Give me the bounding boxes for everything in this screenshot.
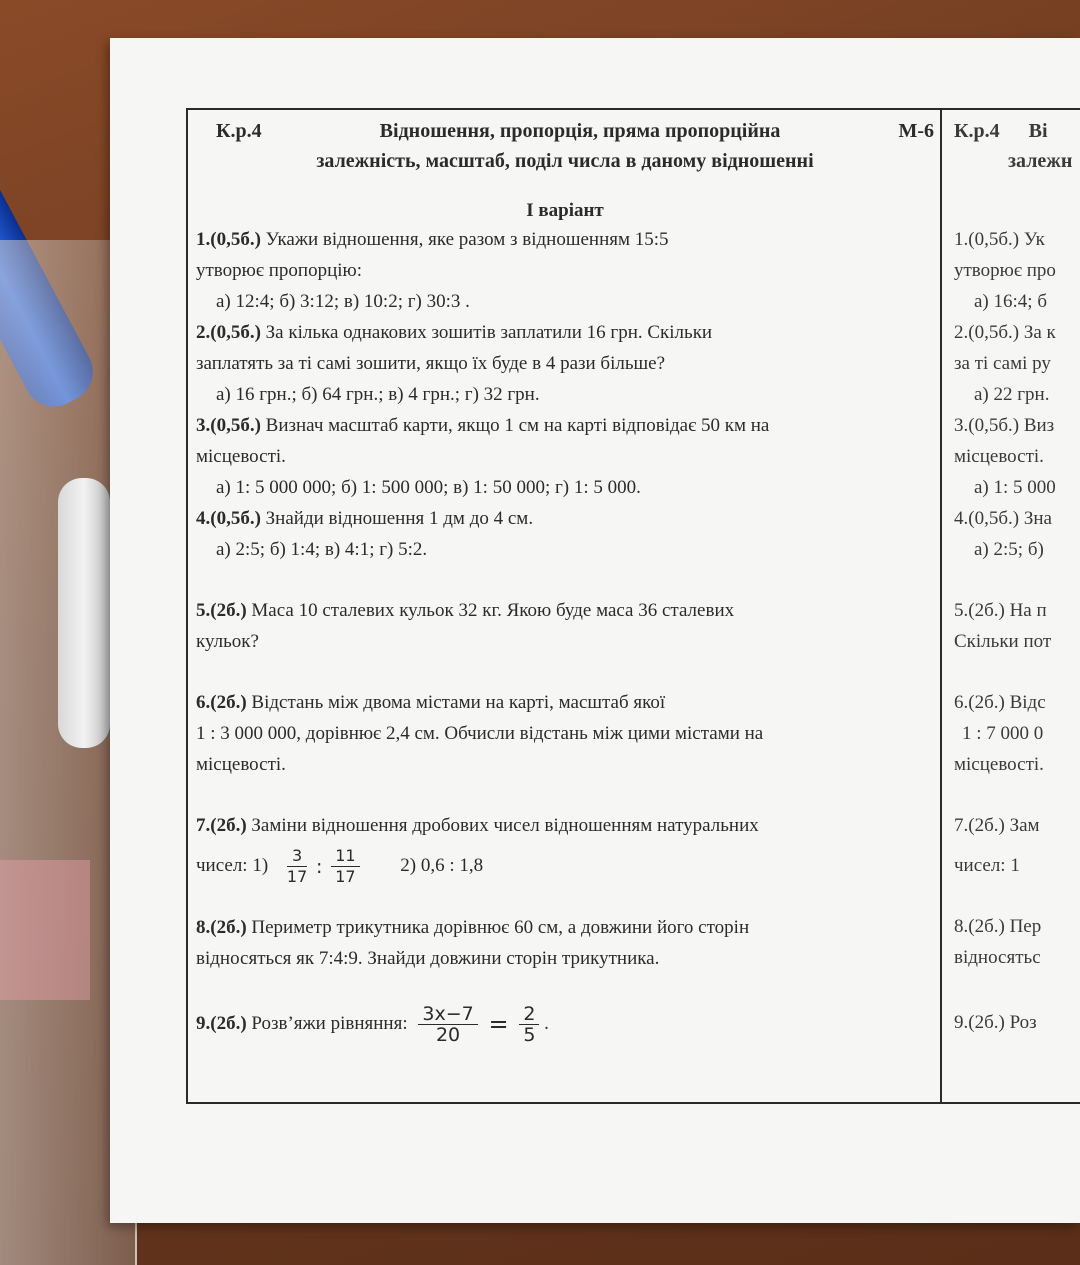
side-title-line1: Ві [1028,120,1048,142]
equation-left-fraction [418,1004,477,1045]
side-task-3-answers: а) 1: 5 000 [974,477,1056,498]
fraction-numerator: 3 [287,846,307,867]
side-task-9: 9.(2б.) Роз [954,1012,1037,1033]
second-variant-column [954,116,1080,1053]
task-number: 1.(0,5б.) [196,229,261,250]
title-line2: залежність, масштаб, поділ числа в даному відношенні [316,150,814,172]
eraser [58,478,110,748]
variant-label: І варіант [526,200,604,221]
column-divider [940,108,942,1104]
task-6-line3: місцевості. [196,754,286,775]
equals-sign: = [488,1010,509,1039]
task-2-answers: а) 16 грн.; б) 64 грн.; в) 4 грн.; г) 32 грн. [216,384,540,405]
fraction-numerator: 3x−7 [418,1004,477,1025]
work-code: К.р.4 [216,120,262,142]
side-task-3: 3.(0,5б.) Виз [954,415,1055,436]
task-number: 4.(0,5б.) [196,508,261,529]
task-2-line2: заплатять за ті самі зошити, якщо їх буде в 4 рази більше? [196,353,666,374]
side-task-6: 6.(2б.) Відс [954,692,1046,713]
fraction-denominator: 17 [335,867,356,887]
side-task-8: 8.(2б.) Пер [954,916,1042,937]
worksheet-paper [110,38,1080,1223]
task-number: 3.(0,5б.) [196,415,261,436]
task-5 [196,595,934,626]
side-task-2-line2: за ті самі ру [954,353,1051,374]
task-1 [196,224,934,255]
task-7 [196,810,934,841]
task-number: 8.(2б.) [196,916,247,938]
side-task-2: 2.(0,5б.) За к [954,322,1056,343]
task-6 [196,687,934,718]
side-task-5: 5.(2б.) На п [954,600,1047,621]
task-number: 2.(0,5б.) [196,322,261,343]
task-text: Розв’яжи рівняння: [251,1012,408,1034]
side-task-8-line2: відносятьс [954,947,1041,968]
fraction-denominator: 20 [435,1023,461,1046]
task-3 [196,410,934,441]
task-2 [196,317,934,348]
side-task-6-line2: 1 : 7 000 0 [962,723,1044,744]
task-text: Знайди відношення 1 дм до 4 см. [265,508,534,529]
task-8-line2: відносяться як 7:4:9. Знайди довжини сторін трикутника. [196,947,660,969]
side-task-6-line3: місцевості. [954,754,1044,775]
task-text: Маса 10 сталевих кульок 32 кг. Якою буде маса 36 сталевих [251,600,735,621]
task-text: Визнач масштаб карти, якщо 1 см на карті відповідає 50 км на [265,415,770,436]
side-task-1-line2: утворює про [954,260,1056,281]
side-task-3-line2: місцевості. [954,446,1044,467]
task-7-item2: 2) 0,6 : 1,8 [400,855,484,876]
task-7-label: чисел: 1) [196,855,269,876]
fraction-11-17 [331,846,359,887]
side-task-1: 1.(0,5б.) Ук [954,229,1045,250]
side-task-1-answers: а) 16:4; б [974,291,1047,312]
task-3-answers: а) 1: 5 000 000; б) 1: 500 000; в) 1: 50 000; г) 1: 5 000. [216,477,641,498]
fraction-denominator: 5 [523,1023,536,1046]
side-task-4-answers: а) 2:5; б) [974,539,1044,560]
task-1-answers: а) 12:4; б) 3:12; в) 10:2; г) 30:3 . [216,291,470,312]
side-task-7: 7.(2б.) Зам [954,815,1040,836]
task-4-answers: а) 2:5; б) 1:4; в) 4:1; г) 5:2. [216,539,428,560]
task-number: 6.(2б.) [196,692,247,713]
task-4 [196,503,934,534]
side-title [954,116,1080,146]
pink-bag [0,860,90,1000]
fraction-denominator: 17 [286,867,308,887]
title-row [196,116,934,146]
side-task-4: 4.(0,5б.) Зна [954,508,1052,529]
task-number: 7.(2б.) [196,815,247,836]
ratio-colon: : [316,855,323,878]
task-text: За кілька однакових зошитів заплатили 16 грн. Скільки [265,322,713,343]
task-text: Відстань між двома містами на карті, масштаб якої [251,692,666,713]
side-code: К.р.4 [954,120,1000,142]
task-number: 9.(2б.) [196,1012,247,1034]
fraction-numerator: 11 [331,846,359,867]
equation-right-fraction [519,1004,539,1045]
side-task-5-line2: Скільки пот [954,631,1052,652]
equation-period: . [544,1012,549,1034]
task-6-line2: 1 : 3 000 000, дорівнює 2,4 см. Обчисли відстань між цими містами на [196,723,764,744]
task-3-line2: місцевості. [196,446,286,467]
task-text: Заміни відношення дробових чисел відношенням натуральних [251,815,759,836]
side-task-7-line2: чисел: 1 [954,855,1020,876]
title-line1: Відношення, пропорція, пряма пропорційна [379,120,781,142]
side-task-2-answers: а) 22 грн. [974,384,1050,405]
task-7-line2 [196,841,934,892]
fraction-numerator: 2 [519,1004,539,1025]
task-number: 5.(2б.) [196,600,247,621]
task-8 [196,912,934,943]
main-column [196,116,934,1054]
task-text: Укажи відношення, яке разом з відношенням 15:5 [265,229,669,250]
task-9 [196,994,934,1055]
side-title-line2: залежн [1008,150,1073,172]
task-text: Периметр трикутника дорівнює 60 см, а довжини його сторін [251,916,750,938]
task-1-line2: утворює пропорцію: [196,260,362,281]
task-5-line2: кульок? [196,631,259,652]
fraction-3-17 [287,846,307,887]
grade-label: М-6 [898,120,934,142]
